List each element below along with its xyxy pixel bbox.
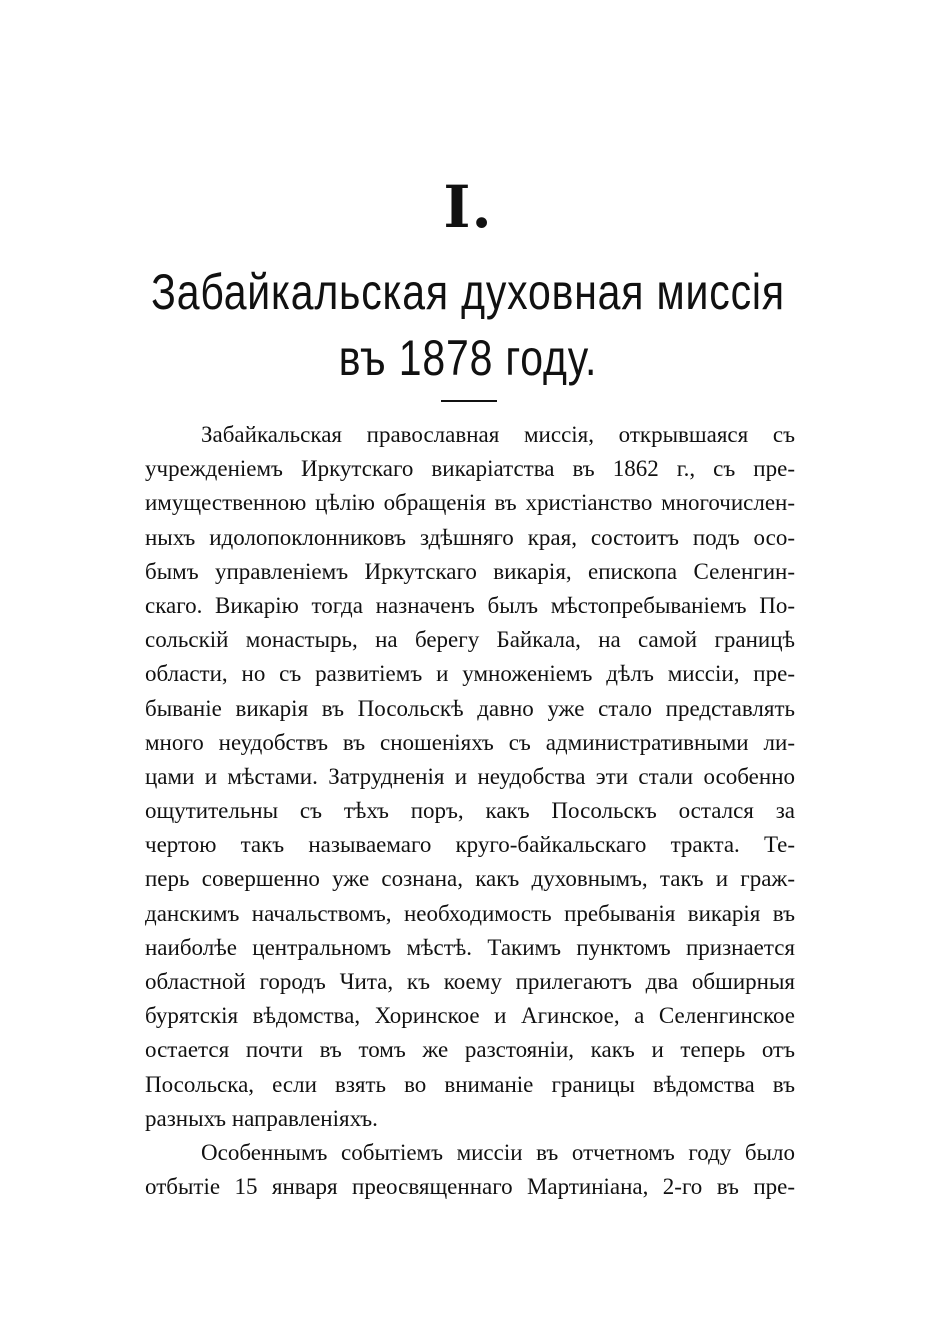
chapter-title-line-1: Забайкальская духовная миссiя (151, 264, 785, 320)
text-line: цами и мѣстами. Затрудненiя и неудобства эти стали особенно (145, 763, 795, 789)
text-line: чертою такъ называемаго круго-байкальскаго тракта. Те- (145, 832, 795, 858)
text-line: отбытiе 15 января преосвященнаго Мартинiана, 2-го въ пре- (145, 1174, 795, 1200)
text-line: данскимъ начальствомъ, необходимость пребыванiя викарiя въ (145, 900, 795, 926)
text-line: ощутительны съ тѣхъ поръ, какъ Посольскъ остался за (145, 798, 795, 824)
text-line: разныхъ направленiяхъ. (145, 1105, 378, 1131)
text-line: остается почти въ томъ же разстоянiи, какъ и теперь отъ (145, 1037, 795, 1063)
text-line: скаго. Викарiю тогда назначенъ былъ мѣстопребыванiемъ По- (145, 592, 795, 618)
text-line: бурятскiя вѣдомства, Хоринское и Агинское, а Селенгинское (145, 1003, 795, 1029)
title-divider-rule (441, 400, 497, 402)
text-line: областной городъ Чита, къ коему прилегаютъ два обширныя (145, 969, 795, 994)
text-line: учрежденiемъ Иркутскаго викарiатства въ 1862 г., съ пре- (145, 456, 795, 482)
text-line: сольскiй монастырь, на берегу Байкала, на самой границѣ (145, 627, 795, 653)
text-line: много неудобствъ въ сношенiяхъ съ административными ли- (145, 729, 795, 755)
text-line: имущественною цѣлiю обращенiя въ христiанство многочислен- (145, 490, 795, 516)
text-line: области, но съ развитiемъ и умноженiемъ дѣлъ миссiи, пре- (145, 661, 795, 687)
body-text (145, 418, 795, 1204)
text-line: Забайкальская православная миссiя, открывшаяся съ (201, 422, 795, 447)
text-line: Особеннымъ событiемъ миссiи въ отчетномъ году было (201, 1139, 795, 1165)
text-line: перь совершенно уже сознана, какъ духовнымъ, такъ и граж- (145, 866, 795, 892)
chapter-title-line-2: въ 1878 году. (338, 330, 598, 386)
text-line: бымъ управленiемъ Иркутскаго викарiя, епископа Селенгин- (145, 558, 795, 584)
text-line: быванiе викарiя въ Посольскѣ давно уже стало представлять (145, 695, 795, 721)
text-line: ныхъ идолопоклонниковъ здѣшняго края, состоитъ подъ осо- (145, 524, 795, 550)
paragraph-1 (145, 418, 795, 1136)
chapter-number: I. (443, 173, 493, 241)
text-line: Посольска, если взять во вниманiе границы вѣдомства въ (145, 1071, 795, 1097)
paragraph-2 (145, 1136, 795, 1204)
text-line: наиболѣе центральномъ мѣстѣ. Такимъ пунктомъ признается (145, 934, 795, 960)
